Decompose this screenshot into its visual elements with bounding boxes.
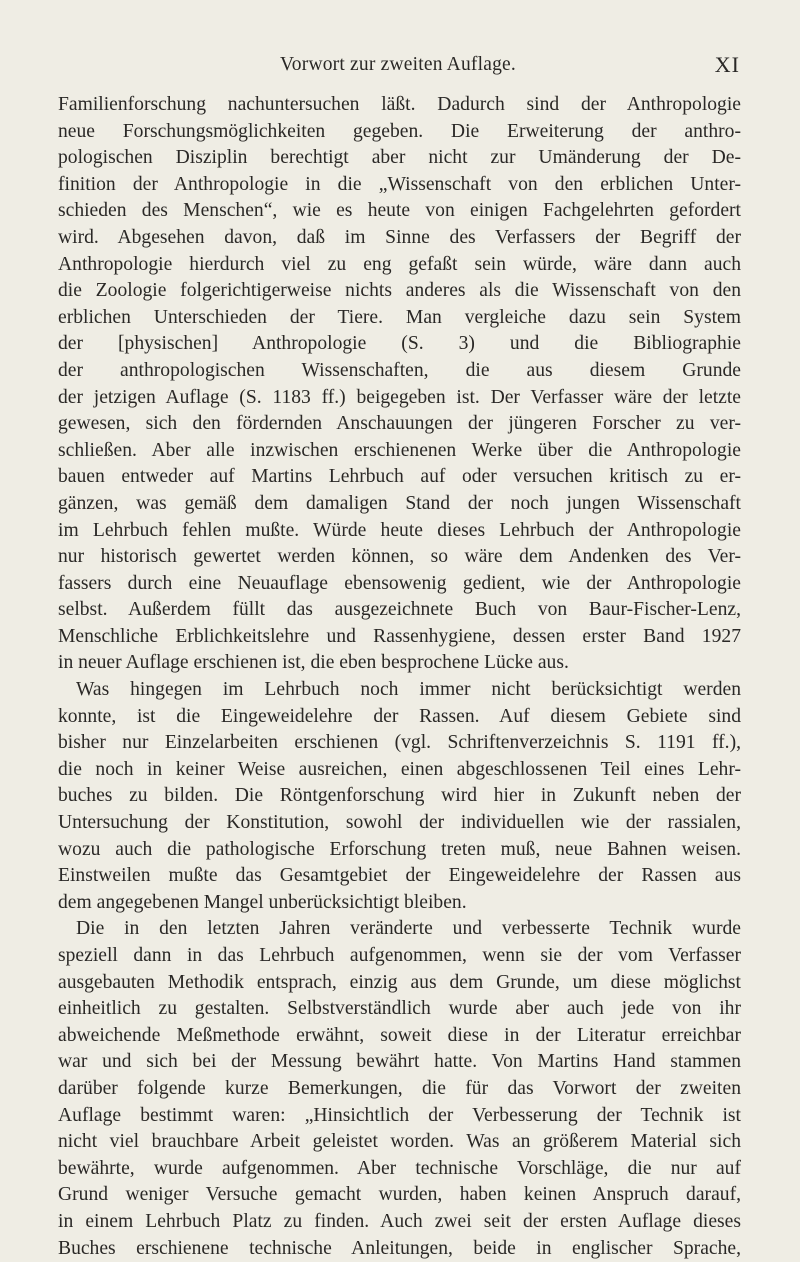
- text-line: abweichende Meßmethode erwähnt, soweit diese in der Literatur erreichbar: [58, 1024, 741, 1046]
- text-line: Menschliche Erblichkeitslehre und Rassenhygiene, dessen erster Band 1927: [58, 625, 741, 647]
- text-line: bauen entweder auf Martins Lehrbuch auf oder versuchen kritisch zu er-: [58, 466, 741, 488]
- running-title: Vorwort zur zweiten Auflage.: [280, 54, 516, 75]
- text-line: dem angegebenen Mangel unberücksichtigt bleiben.: [58, 891, 467, 913]
- text-line: konnte, ist die Eingeweidelehre der Rassen. Auf diesem Gebiete sind: [58, 705, 741, 727]
- text-line: Buches erschienene technische Anleitungen, beide in englischer Sprache,: [58, 1237, 741, 1259]
- text-line: nicht viel brauchbare Arbeit geleistet worden. Was an größerem Material sich: [58, 1131, 741, 1153]
- text-line: einheitlich zu gestalten. Selbstverständlich wurde aber auch jede von ihr: [58, 998, 741, 1020]
- text-line: erblichen Unterschieden der Tiere. Man vergleiche dazu sein System: [58, 306, 741, 328]
- text-line: bewährte, wurde aufgenommen. Aber technische Vorschläge, die nur auf: [58, 1157, 741, 1179]
- text-line: schließen. Aber alle inzwischen erschienenen Werke über die Anthropologie: [58, 439, 741, 461]
- text-line: Einstweilen mußte das Gesamtgebiet der Eingeweidelehre der Rassen aus: [58, 865, 741, 887]
- text-line: Familienforschung nachuntersuchen läßt. Dadurch sind der Anthropologie: [58, 94, 741, 115]
- text-line: nur historisch gewertet werden können, so wäre dem Andenken des Ver-: [58, 546, 741, 568]
- text-line: wozu auch die pathologische Erforschung treten muß, neue Bahnen weisen.: [58, 838, 741, 860]
- text-line: der anthropologischen Wissenschaften, die aus diesem Grunde: [58, 359, 741, 381]
- text-line: wird. Abgesehen davon, daß im Sinne des Verfassers der Begriff der: [58, 226, 741, 248]
- text-line: Grund weniger Versuche gemacht wurden, haben keinen Anspruch darauf,: [58, 1184, 741, 1206]
- text-line: gänzen, was gemäß dem damaligen Stand der noch jungen Wissenschaft: [58, 492, 741, 514]
- text-line: war und sich bei der Messung bewährt hatte. Von Martins Hand stammen: [58, 1051, 741, 1073]
- page-number: XI: [714, 52, 740, 77]
- text-line: schieden des Menschen“, wie es heute von einigen Fachgelehrten gefordert: [58, 200, 741, 222]
- text-line: neue Forschungsmöglichkeiten gegeben. Die Erweiterung der anthro-: [58, 120, 741, 142]
- text-line: Untersuchung der Konstitution, sowohl der individuellen wie der rassialen,: [58, 812, 741, 834]
- text-line: speziell dann in das Lehrbuch aufgenommen, wenn sie der vom Verfasser: [58, 945, 741, 966]
- text-line: ausgebauten Methodik entsprach, einzig aus dem Grunde, um diese möglichst: [58, 971, 741, 993]
- text-line: finition der Anthropologie in die „Wissenschaft von den erblichen Unter-: [58, 173, 741, 195]
- text-line: Auflage bestimmt waren: „Hinsichtlich der Verbesserung der Technik ist: [58, 1104, 741, 1126]
- text-line: gewesen, sich den fördernden Anschauungen der jüngeren Forscher zu ver-: [58, 413, 741, 435]
- running-head: [56, 54, 740, 82]
- text-line: fassers durch eine Neuauflage ebensowenig gedient, wie der Anthropologie: [58, 572, 741, 594]
- text-line: der jetzigen Auflage (S. 1183 ff.) beigegeben ist. Der Verfasser wäre der letzte: [58, 386, 741, 408]
- text-line: im Lehrbuch fehlen mußte. Würde heute dieses Lehrbuch der Anthropologie: [58, 519, 741, 541]
- text-line: in neuer Auflage erschienen ist, die eben besprochene Lücke aus.: [58, 652, 569, 674]
- text-line: in einem Lehrbuch Platz zu finden. Auch zwei seit der ersten Auflage dieses: [58, 1210, 741, 1232]
- text-line: pologischen Disziplin berechtigt aber nicht zur Umänderung der De-: [58, 147, 741, 169]
- text-line: bisher nur Einzelarbeiten erschienen (vgl. Schriftenverzeichnis S. 1191 ff.),: [58, 732, 741, 754]
- text-line: die noch in keiner Weise ausreichen, einen abgeschlossenen Teil eines Lehr-: [58, 758, 741, 780]
- body-text: [58, 92, 741, 1262]
- text-line: die Zoologie folgerichtigerweise nichts anderes als die Wissenschaft von den: [58, 280, 741, 302]
- text-line: buches zu bilden. Die Röntgenforschung wird hier in Zukunft neben der: [58, 785, 741, 807]
- text-line: Was hingegen im Lehrbuch noch immer nicht berücksichtigt werden: [76, 679, 741, 701]
- text-line: darüber folgende kurze Bemerkungen, die für das Vorwort der zweiten: [58, 1077, 741, 1099]
- text-line: Anthropologie hierdurch viel zu eng gefaßt sein würde, wäre dann auch: [58, 253, 741, 275]
- text-line: selbst. Außerdem füllt das ausgezeichnete Buch von Baur-Fischer-Lenz,: [58, 599, 741, 621]
- text-line: Die in den letzten Jahren veränderte und verbesserte Technik wurde: [76, 918, 741, 940]
- text-line: der [physischen] Anthropologie (S. 3) und die Bibliographie: [58, 333, 741, 355]
